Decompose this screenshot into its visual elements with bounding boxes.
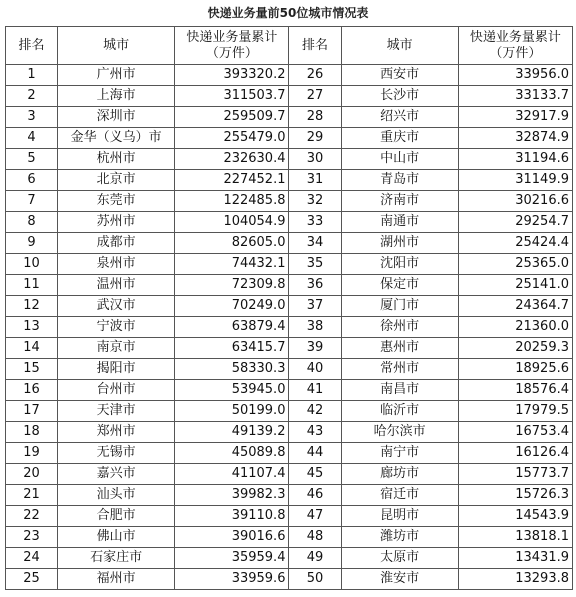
rank-cell: 28 bbox=[289, 107, 341, 128]
volume-cell: 33133.7 bbox=[458, 86, 572, 107]
rank-cell: 39 bbox=[289, 338, 341, 359]
city-cell: 重庆市 bbox=[341, 128, 458, 149]
rank-cell: 23 bbox=[6, 527, 58, 548]
city-cell: 广州市 bbox=[58, 65, 175, 86]
rank-cell: 4 bbox=[6, 128, 58, 149]
city-cell: 佛山市 bbox=[58, 527, 175, 548]
city-cell: 绍兴市 bbox=[341, 107, 458, 128]
table-row bbox=[6, 338, 573, 359]
table-body bbox=[6, 65, 573, 590]
table-row bbox=[6, 464, 573, 485]
volume-cell: 72309.8 bbox=[175, 275, 289, 296]
table-title: 快递业务量前50位城市情况表 bbox=[207, 6, 369, 20]
rank-cell: 46 bbox=[289, 485, 341, 506]
rank-cell: 40 bbox=[289, 359, 341, 380]
volume-cell: 13431.9 bbox=[458, 548, 572, 569]
table-row bbox=[6, 317, 573, 338]
rank-cell: 37 bbox=[289, 296, 341, 317]
rank-cell: 19 bbox=[6, 443, 58, 464]
volume-cell: 232630.4 bbox=[175, 149, 289, 170]
volume-cell: 25141.0 bbox=[458, 275, 572, 296]
rank-cell: 18 bbox=[6, 422, 58, 443]
volume-cell: 16126.4 bbox=[458, 443, 572, 464]
city-cell: 福州市 bbox=[58, 569, 175, 590]
city-cell: 温州市 bbox=[58, 275, 175, 296]
table-row bbox=[6, 212, 573, 233]
rank-cell: 14 bbox=[6, 338, 58, 359]
table-row bbox=[6, 296, 573, 317]
table-row bbox=[6, 443, 573, 464]
rank-cell: 3 bbox=[6, 107, 58, 128]
rank-cell: 26 bbox=[289, 65, 341, 86]
city-cell: 南通市 bbox=[341, 212, 458, 233]
rank-cell: 15 bbox=[6, 359, 58, 380]
header-rank-left: 排名 bbox=[6, 27, 58, 65]
city-cell: 太原市 bbox=[341, 548, 458, 569]
city-cell: 台州市 bbox=[58, 380, 175, 401]
city-cell: 深圳市 bbox=[58, 107, 175, 128]
rank-cell: 8 bbox=[6, 212, 58, 233]
rank-cell: 45 bbox=[289, 464, 341, 485]
express-volume-table bbox=[5, 26, 573, 590]
volume-cell: 18925.6 bbox=[458, 359, 572, 380]
city-cell: 上海市 bbox=[58, 86, 175, 107]
volume-cell: 63879.4 bbox=[175, 317, 289, 338]
volume-cell: 39982.3 bbox=[175, 485, 289, 506]
rank-cell: 30 bbox=[289, 149, 341, 170]
city-cell: 武汉市 bbox=[58, 296, 175, 317]
city-cell: 天津市 bbox=[58, 401, 175, 422]
header-volume-line1: 快递业务量累计 bbox=[186, 29, 278, 45]
volume-cell: 15726.3 bbox=[458, 485, 572, 506]
rank-cell: 17 bbox=[6, 401, 58, 422]
volume-cell: 227452.1 bbox=[175, 170, 289, 191]
rank-cell: 36 bbox=[289, 275, 341, 296]
header-volume-right bbox=[458, 27, 572, 65]
volume-cell: 53945.0 bbox=[175, 380, 289, 401]
volume-cell: 31194.6 bbox=[458, 149, 572, 170]
volume-cell: 13818.1 bbox=[458, 527, 572, 548]
city-cell: 临沂市 bbox=[341, 401, 458, 422]
volume-cell: 39110.8 bbox=[175, 506, 289, 527]
city-cell: 北京市 bbox=[58, 170, 175, 191]
city-cell: 潍坊市 bbox=[341, 527, 458, 548]
header-volume-left bbox=[175, 27, 289, 65]
city-cell: 南京市 bbox=[58, 338, 175, 359]
city-cell: 泉州市 bbox=[58, 254, 175, 275]
volume-cell: 18576.4 bbox=[458, 380, 572, 401]
city-cell: 嘉兴市 bbox=[58, 464, 175, 485]
rank-cell: 16 bbox=[6, 380, 58, 401]
city-cell: 南昌市 bbox=[341, 380, 458, 401]
city-cell: 无锡市 bbox=[58, 443, 175, 464]
table-row bbox=[6, 485, 573, 506]
rank-cell: 5 bbox=[6, 149, 58, 170]
city-cell: 苏州市 bbox=[58, 212, 175, 233]
rank-cell: 24 bbox=[6, 548, 58, 569]
volume-cell: 14543.9 bbox=[458, 506, 572, 527]
city-cell: 徐州市 bbox=[341, 317, 458, 338]
volume-cell: 20259.3 bbox=[458, 338, 572, 359]
volume-cell: 31149.9 bbox=[458, 170, 572, 191]
rank-cell: 22 bbox=[6, 506, 58, 527]
rank-cell: 12 bbox=[6, 296, 58, 317]
header-volume-line1: 快递业务量累计 bbox=[469, 29, 561, 45]
rank-cell: 44 bbox=[289, 443, 341, 464]
city-cell: 合肥市 bbox=[58, 506, 175, 527]
table-row bbox=[6, 527, 573, 548]
volume-cell: 259509.7 bbox=[175, 107, 289, 128]
city-cell: 郑州市 bbox=[58, 422, 175, 443]
rank-cell: 9 bbox=[6, 233, 58, 254]
volume-cell: 25424.4 bbox=[458, 233, 572, 254]
header-volume-line2: （万件） bbox=[205, 45, 258, 61]
city-cell: 湖州市 bbox=[341, 233, 458, 254]
volume-cell: 32874.9 bbox=[458, 128, 572, 149]
table-row bbox=[6, 233, 573, 254]
rank-cell: 1 bbox=[6, 65, 58, 86]
city-cell: 惠州市 bbox=[341, 338, 458, 359]
city-cell: 西安市 bbox=[341, 65, 458, 86]
table-row bbox=[6, 191, 573, 212]
volume-cell: 393320.2 bbox=[175, 65, 289, 86]
city-cell: 沈阳市 bbox=[341, 254, 458, 275]
rank-cell: 21 bbox=[6, 485, 58, 506]
rank-cell: 31 bbox=[289, 170, 341, 191]
table-row bbox=[6, 401, 573, 422]
volume-cell: 63415.7 bbox=[175, 338, 289, 359]
city-cell: 南宁市 bbox=[341, 443, 458, 464]
city-cell: 汕头市 bbox=[58, 485, 175, 506]
city-cell: 石家庄市 bbox=[58, 548, 175, 569]
rank-cell: 29 bbox=[289, 128, 341, 149]
table-row bbox=[6, 128, 573, 149]
volume-cell: 13293.8 bbox=[458, 569, 572, 590]
city-cell: 厦门市 bbox=[341, 296, 458, 317]
table-header bbox=[6, 27, 573, 65]
city-cell: 常州市 bbox=[341, 359, 458, 380]
rank-cell: 6 bbox=[6, 170, 58, 191]
city-cell: 保定市 bbox=[341, 275, 458, 296]
rank-cell: 47 bbox=[289, 506, 341, 527]
volume-cell: 32917.9 bbox=[458, 107, 572, 128]
rank-cell: 32 bbox=[289, 191, 341, 212]
volume-cell: 82605.0 bbox=[175, 233, 289, 254]
volume-cell: 30216.6 bbox=[458, 191, 572, 212]
volume-cell: 122485.8 bbox=[175, 191, 289, 212]
city-cell: 昆明市 bbox=[341, 506, 458, 527]
city-cell: 中山市 bbox=[341, 149, 458, 170]
city-cell: 淮安市 bbox=[341, 569, 458, 590]
rank-cell: 33 bbox=[289, 212, 341, 233]
city-cell: 长沙市 bbox=[341, 86, 458, 107]
rank-cell: 38 bbox=[289, 317, 341, 338]
rank-cell: 13 bbox=[6, 317, 58, 338]
rank-cell: 25 bbox=[6, 569, 58, 590]
volume-cell: 16753.4 bbox=[458, 422, 572, 443]
city-cell: 宿迁市 bbox=[341, 485, 458, 506]
volume-cell: 255479.0 bbox=[175, 128, 289, 149]
volume-cell: 33959.6 bbox=[175, 569, 289, 590]
rank-cell: 48 bbox=[289, 527, 341, 548]
volume-cell: 58330.3 bbox=[175, 359, 289, 380]
city-cell: 哈尔滨市 bbox=[341, 422, 458, 443]
volume-cell: 35959.4 bbox=[175, 548, 289, 569]
table-row bbox=[6, 254, 573, 275]
table-row bbox=[6, 422, 573, 443]
volume-cell: 17979.5 bbox=[458, 401, 572, 422]
table-row bbox=[6, 275, 573, 296]
city-cell: 杭州市 bbox=[58, 149, 175, 170]
rank-cell: 42 bbox=[289, 401, 341, 422]
volume-cell: 49139.2 bbox=[175, 422, 289, 443]
volume-cell: 33956.0 bbox=[458, 65, 572, 86]
city-cell: 廊坊市 bbox=[341, 464, 458, 485]
rank-cell: 7 bbox=[6, 191, 58, 212]
volume-cell: 41107.4 bbox=[175, 464, 289, 485]
rank-cell: 20 bbox=[6, 464, 58, 485]
volume-cell: 25365.0 bbox=[458, 254, 572, 275]
table-row bbox=[6, 506, 573, 527]
table-row bbox=[6, 359, 573, 380]
table-row bbox=[6, 149, 573, 170]
rank-cell: 11 bbox=[6, 275, 58, 296]
table-row bbox=[6, 170, 573, 191]
volume-cell: 29254.7 bbox=[458, 212, 572, 233]
table-row bbox=[6, 86, 573, 107]
rank-cell: 10 bbox=[6, 254, 58, 275]
rank-cell: 49 bbox=[289, 548, 341, 569]
volume-cell: 21360.0 bbox=[458, 317, 572, 338]
volume-cell: 24364.7 bbox=[458, 296, 572, 317]
city-cell: 成都市 bbox=[58, 233, 175, 254]
header-volume-line2: （万件） bbox=[489, 45, 542, 61]
header-city-right: 城市 bbox=[341, 27, 458, 65]
city-cell: 金华（义乌）市 bbox=[58, 128, 175, 149]
volume-cell: 50199.0 bbox=[175, 401, 289, 422]
rank-cell: 27 bbox=[289, 86, 341, 107]
table-row bbox=[6, 548, 573, 569]
rank-cell: 2 bbox=[6, 86, 58, 107]
volume-cell: 74432.1 bbox=[175, 254, 289, 275]
header-rank-right: 排名 bbox=[289, 27, 341, 65]
rank-cell: 34 bbox=[289, 233, 341, 254]
rank-cell: 35 bbox=[289, 254, 341, 275]
volume-cell: 45089.8 bbox=[175, 443, 289, 464]
rank-cell: 43 bbox=[289, 422, 341, 443]
city-cell: 青岛市 bbox=[341, 170, 458, 191]
city-cell: 东莞市 bbox=[58, 191, 175, 212]
city-cell: 揭阳市 bbox=[58, 359, 175, 380]
header-city-left: 城市 bbox=[58, 27, 175, 65]
table-row bbox=[6, 65, 573, 86]
rank-cell: 41 bbox=[289, 380, 341, 401]
rank-cell: 50 bbox=[289, 569, 341, 590]
city-cell: 济南市 bbox=[341, 191, 458, 212]
volume-cell: 70249.0 bbox=[175, 296, 289, 317]
volume-cell: 39016.6 bbox=[175, 527, 289, 548]
table-row bbox=[6, 569, 573, 590]
table-row bbox=[6, 380, 573, 401]
volume-cell: 15773.7 bbox=[458, 464, 572, 485]
header-row bbox=[6, 27, 573, 65]
table-row bbox=[6, 107, 573, 128]
volume-cell: 104054.9 bbox=[175, 212, 289, 233]
city-cell: 宁波市 bbox=[58, 317, 175, 338]
volume-cell: 311503.7 bbox=[175, 86, 289, 107]
